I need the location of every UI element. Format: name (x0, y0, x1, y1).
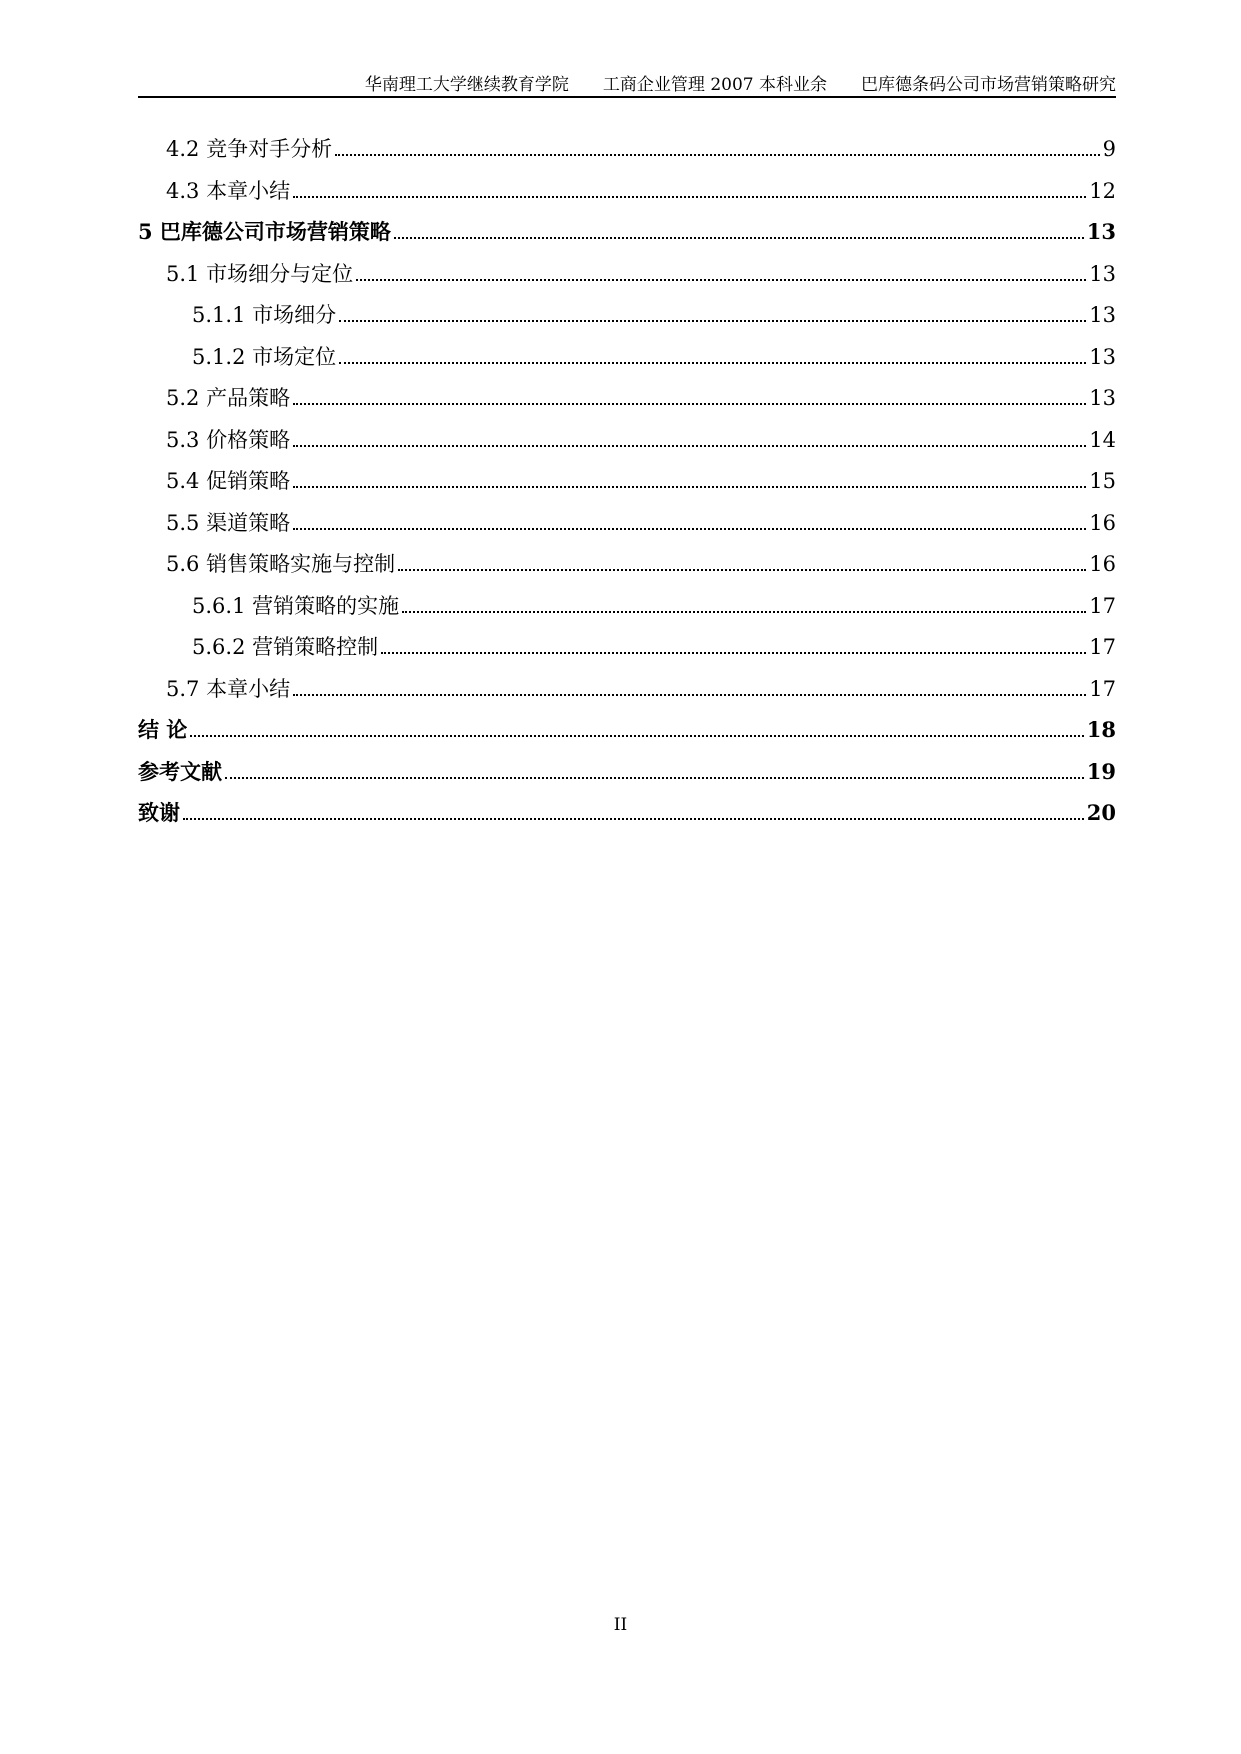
toc-entry-title: 5.3 价格策略 (166, 427, 291, 452)
toc-entry[interactable] (138, 133, 1116, 175)
toc-entry-page: 9 (1102, 137, 1116, 161)
toc-entry-page: 16 (1089, 510, 1116, 535)
toc-leader-dots (225, 777, 1084, 779)
toc-entry-title: 5.7 本章小结 (166, 676, 291, 701)
toc-entry-title: 5.1 市场细分与定位 (166, 261, 354, 286)
toc-leader-dots (398, 569, 1086, 571)
toc-leader-dots (293, 486, 1086, 488)
toc-entry-title: 5.6.2 营销策略控制 (192, 635, 379, 659)
toc-leader-dots (381, 652, 1086, 654)
toc-leader-dots (190, 735, 1083, 737)
toc-entry[interactable] (138, 216, 1116, 258)
toc-entry[interactable] (138, 507, 1116, 549)
toc-entry-page: 13 (1089, 344, 1116, 369)
toc-entry-page: 17 (1089, 593, 1116, 618)
toc-entry[interactable] (138, 756, 1116, 798)
toc-entry-title: 5.2 产品策略 (166, 386, 291, 410)
toc-entry-title: 致谢 (138, 800, 180, 825)
toc-entry-title: 5.6.1 营销策略的实施 (192, 593, 400, 618)
toc-leader-dots (402, 611, 1086, 613)
toc-entry-title: 4.3 本章小结 (166, 178, 291, 203)
toc-entry-page: 17 (1089, 676, 1116, 701)
toc-entry-title: 5.5 渠道策略 (166, 510, 291, 535)
toc-entry-title: 结 论 (138, 717, 188, 742)
toc-leader-dots (335, 154, 1100, 156)
toc-entry[interactable] (138, 631, 1116, 673)
toc-entry[interactable] (138, 382, 1116, 424)
toc-leader-dots (356, 279, 1086, 281)
page-number: II (613, 1615, 628, 1635)
toc-entry[interactable] (138, 424, 1116, 466)
toc-entry[interactable] (138, 548, 1116, 590)
toc-entry-title: 5.6 销售策略实施与控制 (166, 552, 396, 576)
toc-entry-title: 参考文献 (138, 758, 222, 784)
toc-entry-page: 16 (1089, 552, 1116, 576)
running-header: 华南理工大学继续教育学院 工商企业管理 2007 本科业余 巴库德条码公司市场营销策略研究 (364, 75, 1116, 95)
toc-entry[interactable] (138, 258, 1116, 300)
toc-entry-page: 13 (1086, 219, 1116, 244)
toc-entry[interactable] (138, 341, 1116, 383)
toc-entry-page: 12 (1089, 178, 1116, 203)
toc-entry-page: 19 (1086, 758, 1116, 784)
toc-entry-page: 18 (1086, 717, 1116, 742)
toc-entry-page: 13 (1089, 386, 1116, 410)
toc-leader-dots (293, 196, 1086, 198)
toc-entry-page: 15 (1089, 469, 1116, 493)
toc-entry[interactable] (138, 465, 1116, 507)
header-rule (138, 96, 1116, 98)
toc-leader-dots (293, 694, 1086, 696)
toc-entry-page: 17 (1089, 635, 1116, 659)
toc-entry[interactable] (138, 175, 1116, 217)
table-of-contents (138, 133, 1116, 839)
toc-leader-dots (394, 237, 1084, 239)
toc-entry-title: 5.1.1 市场细分 (192, 303, 337, 327)
toc-entry[interactable] (138, 590, 1116, 632)
toc-entry-page: 13 (1089, 303, 1116, 327)
toc-entry-title: 5 巴库德公司市场营销策略 (138, 219, 391, 244)
toc-leader-dots (339, 362, 1086, 364)
toc-entry[interactable] (138, 673, 1116, 715)
toc-entry[interactable] (138, 714, 1116, 756)
toc-leader-dots (339, 320, 1086, 322)
toc-entry-title: 4.2 竞争对手分析 (166, 137, 333, 161)
toc-leader-dots (293, 403, 1086, 405)
toc-entry-title: 5.4 促销策略 (166, 469, 291, 493)
toc-leader-dots (293, 528, 1086, 530)
toc-entry-title: 5.1.2 市场定位 (192, 344, 337, 369)
toc-entry[interactable] (138, 797, 1116, 839)
toc-leader-dots (183, 818, 1084, 820)
toc-entry-page: 14 (1089, 427, 1116, 452)
toc-leader-dots (293, 445, 1086, 447)
toc-entry-page: 20 (1086, 800, 1116, 825)
toc-entry[interactable] (138, 299, 1116, 341)
toc-entry-page: 13 (1089, 261, 1116, 286)
